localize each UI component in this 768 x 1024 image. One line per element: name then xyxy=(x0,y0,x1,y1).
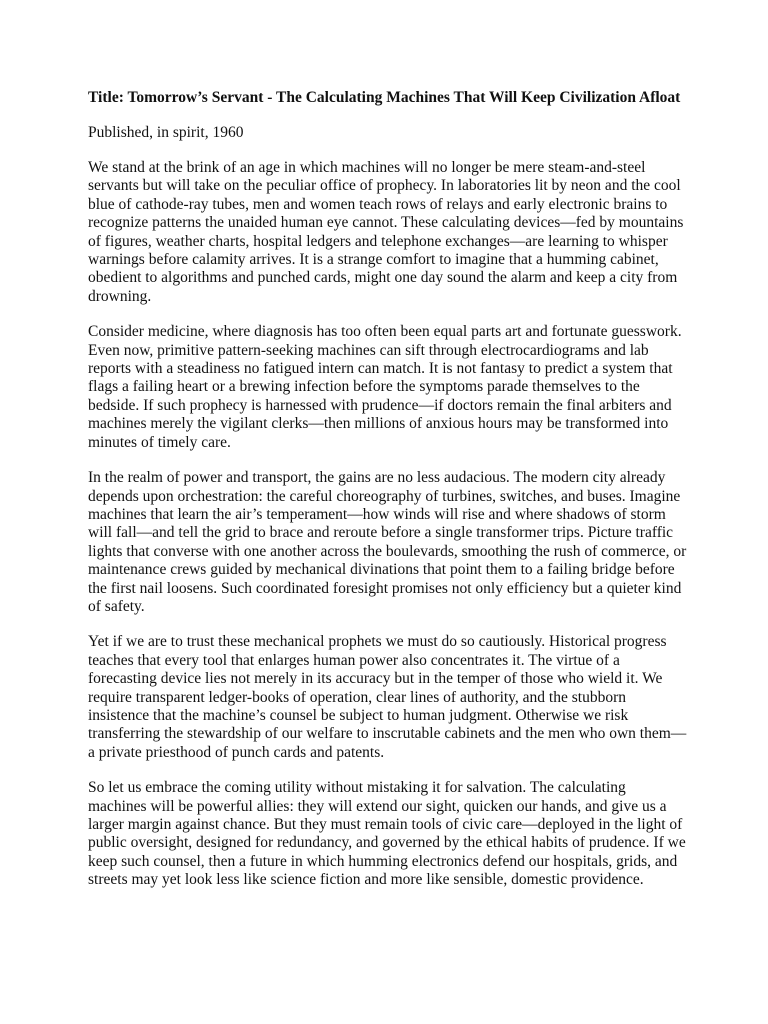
document-page xyxy=(88,88,688,907)
paragraph-intro: We stand at the brink of an age in which machines will no longer be mere steam-and-steel servants but will take on the peculiar office of prophecy. In laboratories lit by neon and the cool blue of cathode-ray tubes, men and women teach rows of relays and early electronic brains to recognize patterns the unaided human eye cannot. These calculating devices—fed by mountains of figures, weather charts, hospital ledgers and telephone exchanges—are learning to whisper warnings before calamity arrives. It is a strange comfort to imagine that a humming cabinet, obedient to algorithms and punched cards, might one day sound the alarm and keep a city from drowning. xyxy=(88,159,684,305)
document-title: Title: Tomorrow’s Servant - The Calculating Machines That Will Keep Civilization Afloat xyxy=(88,89,681,106)
publication-note: Published, in spirit, 1960 xyxy=(88,124,244,141)
paragraph-power-transport: In the realm of power and transport, the gains are no less audacious. The modern city already depends upon orchestration: the careful choreography of turbines, switches, and buses. Imagine machines that learn the air’s temperament—how winds will rise and where shadows of storm will fall—and tell the grid to brace and reroute before a single transformer trips. Picture traffic lights that converse with one another across the boulevards, smoothing the rush of commerce, or maintenance crews guided by mechanical divinations that point them to a failing bridge before the first nail loosens. Such coordinated foresight promises not only efficiency but a quieter kind of safety. xyxy=(88,469,687,615)
paragraph-caution: Yet if we are to trust these mechanical prophets we must do so cautiously. Historical progress teaches that every tool that enlarges human power also concentrates it. The virtue of a forecasting device lies not merely in its accuracy but in the temper of those who wield it. We require transparent ledger-books of operation, clear lines of authority, and the stubborn insistence that the machine’s counsel be subject to human judgment. Otherwise we risk transferring the stewardship of our welfare to inscrutable cabinets and the men who own them—a private priesthood of punch cards and patents. xyxy=(88,633,687,761)
paragraph-medicine: Consider medicine, where diagnosis has too often been equal parts art and fortunate guesswork. Even now, primitive pattern-seeking machines can sift through electrocardiograms and lab reports with a steadiness no fatigued intern can match. It is not fantasy to predict a system that flags a failing heart or a brewing infection before the symptoms parade themselves to the bedside. If such prophecy is harnessed with prudence—if doctors remain the final arbiters and machines merely the vigilant clerks—then millions of anxious hours may be transformed into minutes of timely care. xyxy=(88,323,682,451)
paragraph-conclusion: So let us embrace the coming utility without mistaking it for salvation. The calculating machines will be powerful allies: they will extend our sight, quicken our hands, and give us a larger margin against chance. But they must remain tools of civic care—deployed in the light of public oversight, designed for redundancy, and governed by the ethical habits of prudence. If we keep such counsel, then a future in which humming electronics defend our hospitals, grids, and streets may yet look less like science fiction and more like sensible, domestic providence. xyxy=(88,779,686,889)
